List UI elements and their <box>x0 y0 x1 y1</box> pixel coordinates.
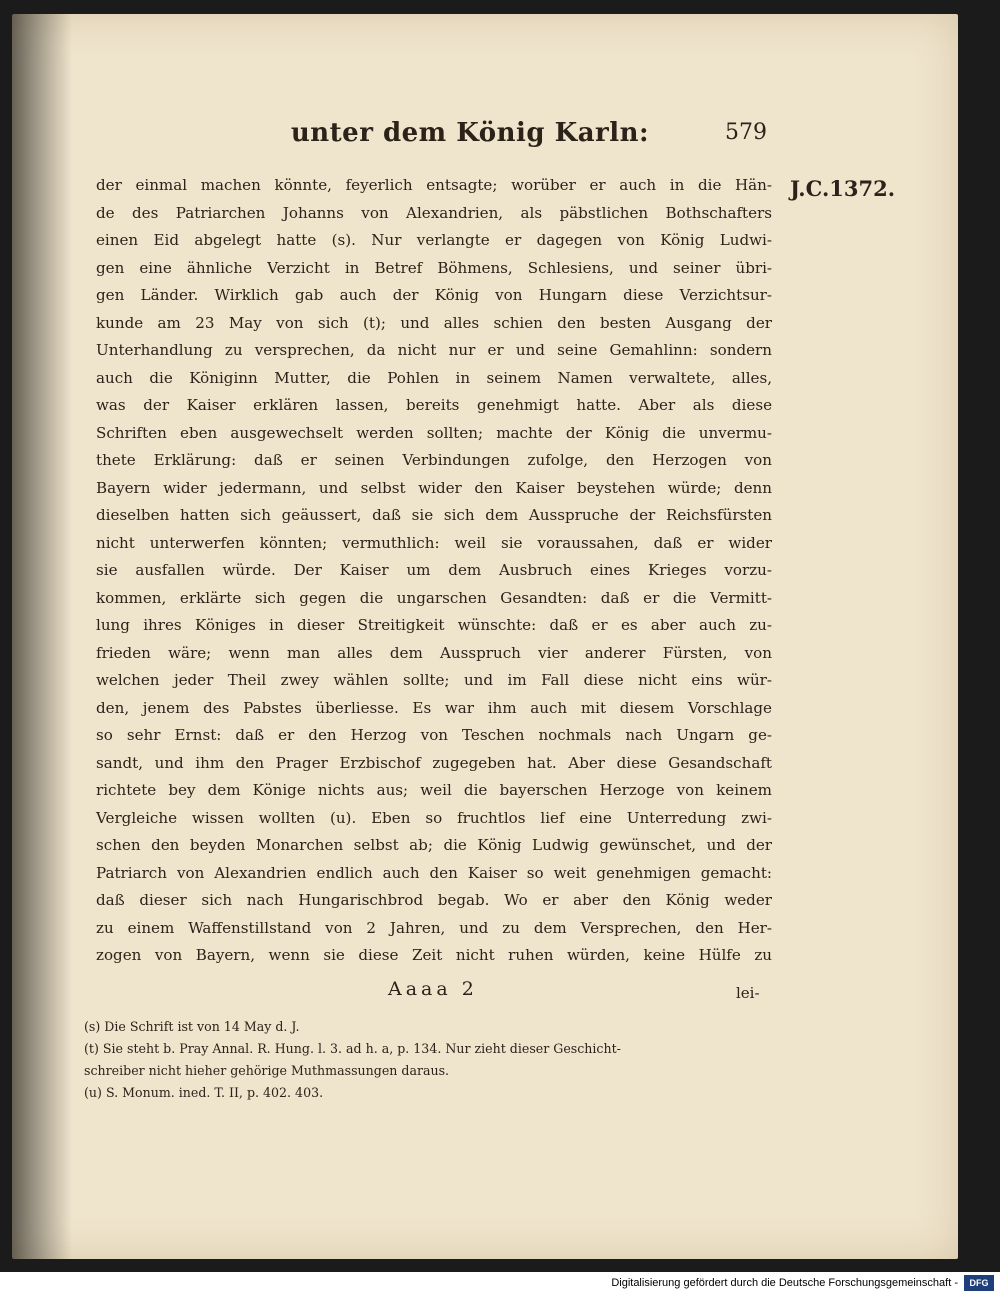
body-line: was der Kaiser erklären lassen, bereits genehmigt hatte. Aber als diese <box>96 396 772 414</box>
catchword: lei- <box>736 984 760 1002</box>
body-line: einen Eid abgelegt hatte (s). Nur verlangte er dagegen von König Ludwi- <box>96 231 772 249</box>
body-line: thete Erklärung: daß er seinen Verbindungen zufolge, den Herzogen von <box>96 451 772 469</box>
footnote-t-continued: schreiber nicht hieher gehörige Muthmassungen daraus. <box>84 1063 450 1078</box>
body-line: zogen von Bayern, wenn sie diese Zeit nicht ruhen würden, keine Hülfe zu <box>96 946 772 964</box>
body-line: Bayern wider jedermann, und selbst wider den Kaiser beystehen würde; denn <box>96 478 772 497</box>
body-line: welchen jeder Theil zwey wählen sollte; und im Fall diese nicht eins wür- <box>96 671 772 689</box>
margin-year-note: J.C.1372. <box>790 176 896 201</box>
body-line: Unterhandlung zu versprechen, da nicht nur er und seine Gemahlinn: sondern <box>96 341 772 359</box>
body-line: daß dieser sich nach Hungarischbrod begab. Wo er aber den König weder <box>96 891 772 909</box>
body-line: der einmal machen könnte, feyerlich entsagte; worüber er auch in die Hän- <box>96 176 772 194</box>
footnotes <box>84 1016 784 1104</box>
body-line: so sehr Ernst: daß er den Herzog von Teschen nochmals nach Ungarn ge- <box>96 726 772 744</box>
body-line: richtete bey dem Könige nichts aus; weil die bayerschen Herzoge von keinem <box>96 781 772 799</box>
footnote-t: (t) Sie steht b. Pray Annal. R. Hung. l. 3. ad h. a, p. 134. Nur zieht dieser Geschicht- <box>84 1041 621 1056</box>
printer-signature: Aaaa 2 <box>388 978 478 1000</box>
body-line: nicht unterwerfen könnten; vermuthlich: weil sie voraussahen, daß er wider <box>96 533 772 552</box>
body-line: Schriften eben ausgewechselt werden sollten; machte der König die unvermu- <box>96 423 772 442</box>
body-line: lung ihres Königes in dieser Streitigkeit wünschte: daß er es aber auch zu- <box>96 616 772 634</box>
body-line: Patriarch von Alexandrien endlich auch den Kaiser so weit genehmigen gemacht: <box>96 863 772 882</box>
body-line: dieselben hatten sich geäussert, daß sie sich dem Ausspruche der Reichsfürsten <box>96 506 772 524</box>
funding-credit: Digitalisierung gefördert durch die Deutsche Forschungsgemeinschaft - <box>611 1277 958 1289</box>
page-number: 579 <box>725 120 767 145</box>
body-line: gen eine ähnliche Verzicht in Betref Böhmens, Schlesiens, und seiner übri- <box>96 258 772 277</box>
page-gutter-shadow <box>12 14 72 1259</box>
body-line: den, jenem des Pabstes überliesse. Es war ihm auch mit diesem Vorschlage <box>96 698 772 717</box>
body-line: kommen, erklärte sich gegen die ungarschen Gesandten: daß er die Vermitt- <box>96 588 772 607</box>
body-line: sie ausfallen würde. Der Kaiser um dem Ausbruch eines Krieges vorzu- <box>96 561 772 579</box>
footnote-u: (u) S. Monum. ined. T. II, p. 402. 403. <box>84 1085 324 1100</box>
body-line: Vergleiche wissen wollten (u). Eben so fruchtlos lief eine Unterredung zwi- <box>96 808 772 827</box>
body-line: de des Patriarchen Johanns von Alexandrien, als päbstlichen Bothschafters <box>96 203 772 222</box>
body-line: sandt, und ihm den Prager Erzbischof zugegeben hat. Aber diese Gesandschaft <box>96 753 772 772</box>
footnote-s: (s) Die Schrift ist von 14 May d. J. <box>84 1019 300 1034</box>
body-line: schen den beyden Monarchen selbst ab; die König Ludwig gewünschet, und der <box>96 836 772 854</box>
body-line: zu einem Waffenstillstand von 2 Jahren, und zu dem Versprechen, den Her- <box>96 918 772 937</box>
dfg-logo: DFG <box>964 1275 994 1291</box>
body-line: frieden wäre; wenn man alles dem Ausspruch vier anderer Fürsten, von <box>96 643 772 662</box>
credit-bar <box>0 1272 1000 1295</box>
running-head: unter dem König Karln: <box>290 118 650 148</box>
body-line: gen Länder. Wirklich gab auch der König von Hungarn diese Verzichtsur- <box>96 286 772 304</box>
body-line: auch die Königinn Mutter, die Pohlen in seinem Namen verwaltete, alles, <box>96 368 772 387</box>
body-text <box>96 172 772 970</box>
body-line: kunde am 23 May von sich (t); und alles schien den besten Ausgang der <box>96 313 772 332</box>
